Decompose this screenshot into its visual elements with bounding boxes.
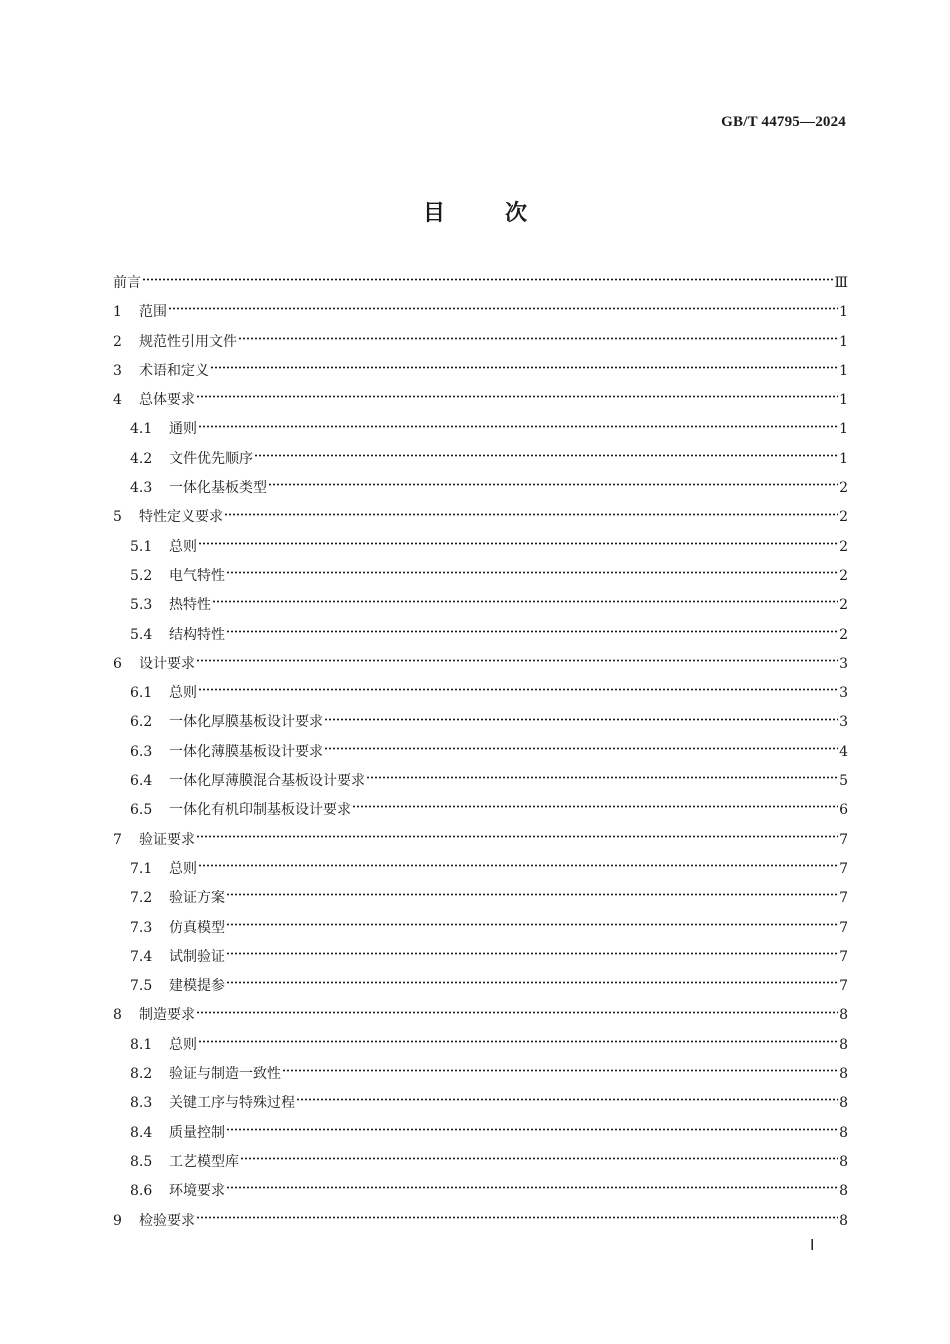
toc-dot-leader bbox=[324, 747, 838, 750]
toc-entry-label: 规范性引用文件 bbox=[139, 333, 237, 350]
toc-entry[interactable] bbox=[113, 1089, 848, 1118]
toc-entry-number: 8.5 bbox=[130, 1153, 153, 1170]
toc-entry-number: 6.4 bbox=[130, 773, 153, 790]
toc-entry[interactable] bbox=[113, 826, 848, 855]
toc-entry-label: 术语和定义 bbox=[139, 362, 209, 379]
toc-entry-number: 7.5 bbox=[130, 978, 153, 995]
toc-dot-leader bbox=[226, 1186, 838, 1189]
page-title-char-2: 次 bbox=[505, 201, 528, 226]
standard-code: GB/T 44795—2024 bbox=[721, 114, 846, 130]
toc-entry[interactable] bbox=[113, 1031, 848, 1060]
toc-entry-label: 建模提参 bbox=[169, 978, 225, 995]
toc-entry-number: 8.2 bbox=[130, 1066, 153, 1083]
toc-entry-number: 5 bbox=[113, 509, 122, 526]
toc-entry-page: 2 bbox=[839, 567, 848, 584]
toc-dot-leader bbox=[226, 893, 838, 896]
toc-entry-number: 8.4 bbox=[130, 1124, 153, 1141]
toc-dot-leader bbox=[212, 600, 838, 603]
toc-entry[interactable] bbox=[113, 562, 848, 591]
toc-dot-leader bbox=[324, 718, 838, 721]
toc-entry[interactable] bbox=[113, 855, 848, 884]
toc-entry[interactable] bbox=[113, 386, 848, 415]
toc-dot-leader bbox=[240, 1157, 838, 1160]
toc-entry[interactable] bbox=[113, 884, 848, 913]
toc-dot-leader bbox=[198, 688, 838, 691]
toc-entry-page: 2 bbox=[839, 626, 848, 643]
toc-entry-page: 1 bbox=[839, 450, 848, 467]
toc-entry-page: 1 bbox=[839, 392, 848, 409]
toc-entry[interactable] bbox=[113, 445, 848, 474]
toc-entry-page: 8 bbox=[839, 1212, 848, 1229]
toc-entry[interactable] bbox=[113, 298, 848, 327]
toc-entry-page: 8 bbox=[839, 1007, 848, 1024]
toc-dot-leader bbox=[198, 425, 838, 428]
toc-entry-number: 4 bbox=[113, 392, 122, 409]
toc-entry-number: 6.3 bbox=[130, 743, 153, 760]
toc-entry-number: 9 bbox=[113, 1212, 122, 1229]
toc-entry-number: 7 bbox=[113, 831, 122, 848]
toc-entry-page: 1 bbox=[839, 333, 848, 350]
toc-dot-leader bbox=[198, 542, 838, 545]
toc-entry-page: 8 bbox=[839, 1183, 848, 1200]
toc-entry-label: 总则 bbox=[169, 860, 197, 877]
toc-entry-label: 一体化厚薄膜混合基板设计要求 bbox=[169, 773, 365, 790]
toc-entry-page: 8 bbox=[839, 1036, 848, 1053]
toc-entry-number: 6.1 bbox=[130, 685, 153, 702]
toc-entry-number: 5.3 bbox=[130, 597, 153, 614]
toc-entry[interactable] bbox=[113, 328, 848, 357]
toc-dot-leader bbox=[366, 776, 838, 779]
toc-entry[interactable] bbox=[113, 503, 848, 532]
toc-entry[interactable] bbox=[113, 972, 848, 1001]
toc-entry[interactable] bbox=[113, 269, 848, 298]
toc-dot-leader bbox=[254, 454, 838, 457]
toc-entry[interactable] bbox=[113, 650, 848, 679]
toc-entry[interactable] bbox=[113, 796, 848, 825]
toc-dot-leader bbox=[196, 395, 838, 398]
toc-entry[interactable] bbox=[113, 1207, 848, 1236]
toc-entry-page: 2 bbox=[839, 597, 848, 614]
toc-entry-number: 8.3 bbox=[130, 1095, 153, 1112]
toc-dot-leader bbox=[238, 337, 838, 340]
toc-dot-leader bbox=[196, 1011, 838, 1014]
toc-entry-page: 7 bbox=[839, 831, 848, 848]
toc-entry-number: 4.3 bbox=[130, 480, 153, 497]
toc-entry-label: 仿真模型 bbox=[169, 919, 225, 936]
toc-entry-label: 工艺模型库 bbox=[169, 1153, 239, 1170]
toc-entry-label: 验证方案 bbox=[169, 890, 225, 907]
toc-entry-label: 热特性 bbox=[169, 597, 211, 614]
toc-entry-label: 验证与制造一致性 bbox=[169, 1066, 281, 1083]
toc-entry-page: 5 bbox=[839, 773, 848, 790]
toc-entry-page: 7 bbox=[839, 919, 848, 936]
toc-entry-number: 7.3 bbox=[130, 919, 153, 936]
toc-dot-leader bbox=[142, 278, 833, 281]
toc-dot-leader bbox=[226, 952, 838, 955]
toc-dot-leader bbox=[196, 1216, 838, 1219]
page-title bbox=[0, 196, 950, 227]
toc-entry-number: 8 bbox=[113, 1007, 122, 1024]
toc-dot-leader bbox=[198, 1040, 838, 1043]
table-of-contents bbox=[113, 269, 848, 1236]
toc-entry-number: 4.1 bbox=[130, 421, 153, 438]
toc-entry[interactable] bbox=[113, 708, 848, 737]
toc-entry-page: 6 bbox=[839, 802, 848, 819]
toc-entry-number: 6.5 bbox=[130, 802, 153, 819]
toc-dot-leader bbox=[210, 366, 838, 369]
toc-entry-number: 5.1 bbox=[130, 538, 153, 555]
toc-entry-label: 文件优先顺序 bbox=[169, 450, 253, 467]
toc-entry-label: 环境要求 bbox=[169, 1183, 225, 1200]
toc-entry-number: 7.2 bbox=[130, 890, 153, 907]
toc-entry[interactable] bbox=[113, 533, 848, 562]
toc-dot-leader bbox=[168, 307, 838, 310]
toc-entry-label: 一体化薄膜基板设计要求 bbox=[169, 743, 323, 760]
toc-entry-label: 范围 bbox=[139, 304, 167, 321]
toc-entry-page: 4 bbox=[839, 743, 848, 760]
toc-entry-page: 2 bbox=[839, 509, 848, 526]
toc-entry[interactable] bbox=[113, 474, 848, 503]
toc-dot-leader bbox=[226, 1128, 838, 1131]
toc-entry-label: 一体化厚膜基板设计要求 bbox=[169, 714, 323, 731]
toc-entry-label: 检验要求 bbox=[139, 1212, 195, 1229]
toc-entry-number: 3 bbox=[113, 362, 122, 379]
toc-dot-leader bbox=[198, 864, 838, 867]
toc-entry-page: 8 bbox=[839, 1124, 848, 1141]
toc-dot-leader bbox=[226, 981, 838, 984]
toc-entry-number: 7.1 bbox=[130, 860, 153, 877]
toc-entry-label: 前言 bbox=[113, 275, 141, 291]
toc-entry-page: 8 bbox=[839, 1066, 848, 1083]
toc-entry-label: 总则 bbox=[169, 1036, 197, 1053]
toc-entry-page: 7 bbox=[839, 978, 848, 995]
toc-entry[interactable] bbox=[113, 1060, 848, 1089]
toc-entry[interactable] bbox=[113, 621, 848, 650]
toc-entry-number: 5.4 bbox=[130, 626, 153, 643]
toc-entry[interactable] bbox=[113, 591, 848, 620]
toc-entry-page: 7 bbox=[839, 890, 848, 907]
toc-entry-label: 总则 bbox=[169, 685, 197, 702]
toc-entry-label: 关键工序与特殊过程 bbox=[169, 1095, 295, 1112]
toc-entry-page: 1 bbox=[839, 362, 848, 379]
toc-entry-number: 7.4 bbox=[130, 948, 153, 965]
toc-entry[interactable] bbox=[113, 415, 848, 444]
toc-entry-label: 验证要求 bbox=[139, 831, 195, 848]
toc-dot-leader bbox=[226, 571, 838, 574]
toc-entry[interactable] bbox=[113, 1001, 848, 1030]
toc-entry-label: 总则 bbox=[169, 538, 197, 555]
toc-entry-number: 5.2 bbox=[130, 567, 153, 584]
toc-entry-label: 质量控制 bbox=[169, 1124, 225, 1141]
toc-entry-label: 电气特性 bbox=[169, 567, 225, 584]
toc-entry-number: 8.6 bbox=[130, 1183, 153, 1200]
toc-dot-leader bbox=[282, 1069, 838, 1072]
toc-entry-number: 4.2 bbox=[130, 450, 153, 467]
toc-dot-leader bbox=[226, 923, 838, 926]
toc-dot-leader bbox=[352, 805, 838, 808]
toc-entry-label: 制造要求 bbox=[139, 1007, 195, 1024]
toc-entry[interactable] bbox=[113, 767, 848, 796]
toc-entry-page: 2 bbox=[839, 480, 848, 497]
toc-entry-number: 8.1 bbox=[130, 1036, 153, 1053]
toc-entry[interactable] bbox=[113, 738, 848, 767]
toc-entry-number: 1 bbox=[113, 304, 122, 321]
toc-entry-number: 6 bbox=[113, 655, 122, 672]
page-title-char-1: 目 bbox=[422, 201, 445, 226]
toc-entry-page: 2 bbox=[839, 538, 848, 555]
toc-entry[interactable] bbox=[113, 1177, 848, 1206]
toc-entry-page: 8 bbox=[839, 1153, 848, 1170]
toc-entry-page: 3 bbox=[839, 714, 848, 731]
toc-entry-number: 6.2 bbox=[130, 714, 153, 731]
toc-entry[interactable] bbox=[113, 1148, 848, 1177]
toc-entry-number: 2 bbox=[113, 333, 122, 350]
toc-entry-page: 3 bbox=[839, 655, 848, 672]
toc-entry-page: 7 bbox=[839, 860, 848, 877]
toc-dot-leader bbox=[268, 483, 838, 486]
page-number: Ⅰ bbox=[810, 1238, 815, 1254]
toc-entry[interactable] bbox=[113, 357, 848, 386]
toc-entry-page: 1 bbox=[839, 421, 848, 438]
toc-entry[interactable] bbox=[113, 943, 848, 972]
toc-dot-leader bbox=[296, 1098, 838, 1101]
toc-entry-label: 特性定义要求 bbox=[139, 509, 223, 526]
toc-dot-leader bbox=[196, 835, 838, 838]
toc-dot-leader bbox=[196, 659, 838, 662]
toc-entry-label: 通则 bbox=[169, 421, 197, 438]
toc-entry-page: 8 bbox=[839, 1095, 848, 1112]
toc-entry[interactable] bbox=[113, 914, 848, 943]
toc-entry-label: 总体要求 bbox=[139, 392, 195, 409]
toc-entry-page: 1 bbox=[839, 304, 848, 321]
toc-entry-page: 3 bbox=[839, 685, 848, 702]
toc-entry[interactable] bbox=[113, 679, 848, 708]
toc-dot-leader bbox=[226, 630, 838, 633]
toc-entry-page: 7 bbox=[839, 948, 848, 965]
toc-entry-page: Ⅲ bbox=[834, 275, 848, 291]
toc-dot-leader bbox=[224, 513, 838, 516]
toc-entry[interactable] bbox=[113, 1119, 848, 1148]
toc-entry-label: 一体化基板类型 bbox=[169, 480, 267, 497]
toc-entry-label: 试制验证 bbox=[169, 948, 225, 965]
toc-entry-label: 一体化有机印制基板设计要求 bbox=[169, 802, 351, 819]
toc-entry-label: 设计要求 bbox=[139, 655, 195, 672]
toc-entry-label: 结构特性 bbox=[169, 626, 225, 643]
